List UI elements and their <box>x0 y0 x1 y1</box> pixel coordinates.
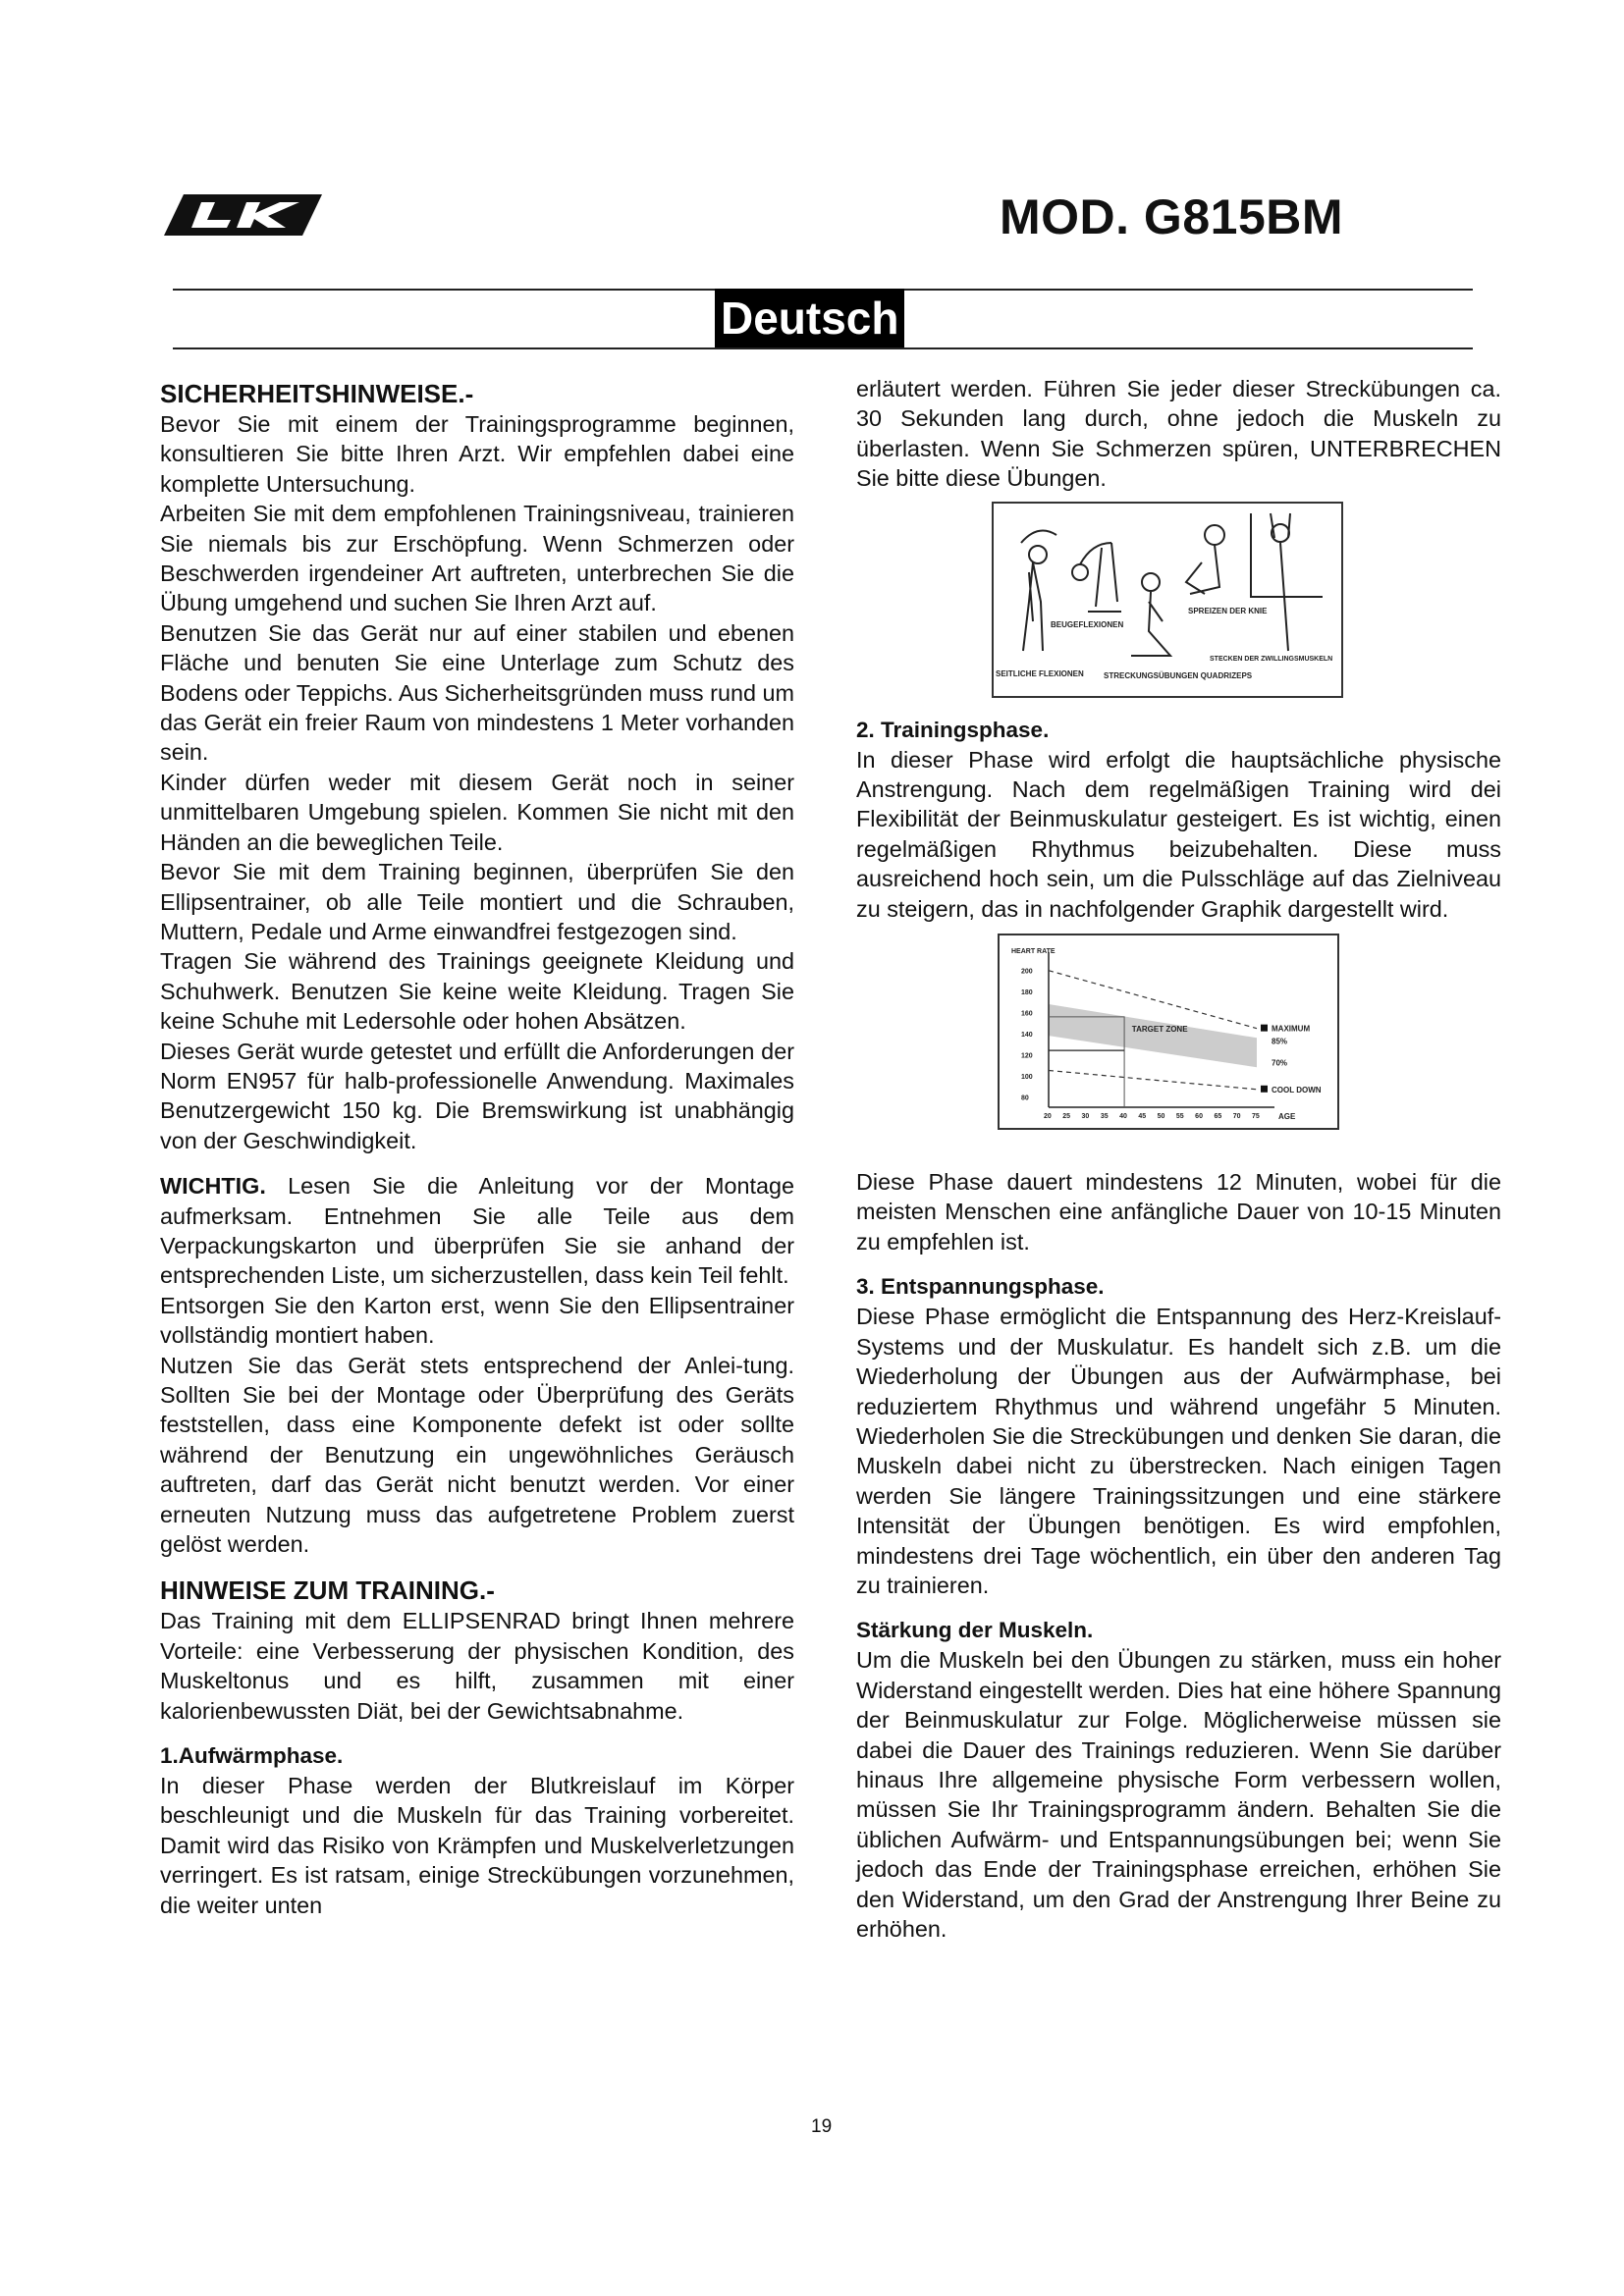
phase2-heading: 2. Trainingsphase. <box>856 717 1050 742</box>
label-side-flexion: SEITLICHE FLEXIONEN <box>996 668 1084 678</box>
safety-heading: SICHERHEITSHINWEISE.- <box>160 379 474 408</box>
x-tick-label: 35 <box>1100 1113 1109 1121</box>
y-tick-label: 160 <box>1021 1010 1033 1018</box>
label-knee-spread: SPREIZEN DER KNIE <box>1188 606 1268 615</box>
legend-label: MAXIMUM <box>1272 1024 1311 1034</box>
stretch-illustration <box>994 504 1341 696</box>
y-tick-label: 140 <box>1021 1032 1033 1040</box>
legend-marker <box>1261 1025 1268 1032</box>
label-calf-stretch: STECKEN DER ZWILLINGSMUSKELN <box>1210 655 1333 663</box>
paragraph: Das Training mit dem ELLIPSENRAD bringt Ihnen mehrere Vorteile: eine Verbesserung der physischen Kondition, des Muskeltonus und es hilft, zusammen mit einer kalorienbewussten Diät, bei der Gewichtsabnahme. <box>160 1608 794 1724</box>
paragraph: Um die Muskeln bei den Übungen zu stärken, muss ein hoher Widerstand eingestellt werden. Dies hat eine höhere Spannung der Beinmuskulatur zur Folge. Möglicherweise müssen sie dabei die Dauer des Trainings reduzieren. Wenn Sie darüber hinaus Ihre allgemeine physische Form verbessern wollen, müssen Sie Ihr Trainingsprogramm ändern. Behalten Sie die üblichen Aufwärm- und Entspannungsübungen bei; wenn Sie jedoch das Ende der Trainingsphase erreichen, erhöhen Sie den Widerstand, um den Grad der Anstrengung Ihrer Beine zu erhöhen. <box>856 1647 1501 1942</box>
legend-label: COOL DOWN <box>1272 1085 1322 1095</box>
x-tick-label: 75 <box>1252 1113 1260 1121</box>
x-tick-label: 55 <box>1175 1113 1184 1121</box>
warmup-heading: 1.Aufwärmphase. <box>160 1743 344 1769</box>
strength-heading: Stärkung der Muskeln. <box>856 1618 1094 1643</box>
legend-marker <box>1261 1086 1268 1093</box>
x-tick-label: 20 <box>1044 1113 1052 1121</box>
y-tick-label: 120 <box>1021 1052 1033 1060</box>
stretching-exercises-figure <box>992 502 1343 698</box>
x-tick-label: 65 <box>1214 1113 1222 1121</box>
heart-rate-chart <box>998 934 1339 1130</box>
paragraph: Dieses Gerät wurde getestet und erfüllt die Anforderungen der Norm EN957 für halb-professionelle Anwendung. Maximales Benutzergewicht 150 kg. Die Bremswirkung ist unabhängig von der Geschwindigkeit. <box>160 1038 794 1153</box>
paragraph: In dieser Phase wird erfolgt die hauptsächliche physische Anstrengung. Nach dem regelmäßigen Training wird dei Flexibilität der Beinmuskulatur gesteigert. Es ist wichtig, einen regelmäßigen Rhythmus beizubehalten. Diese muss ausreichend hoch sein, um die Pulsschläge auf das Zielniveau zu steigern, das in nachfolgender Graphik dargestellt wird. <box>856 746 1501 922</box>
paragraph: In dieser Phase werden der Blutkreislauf im Körper beschleunigt und die Muskeln für das Training vorbereitet. Damit wird das Risiko von Krämpfen und Muskelverletzungen verringert. Es ist ratsam, einige Streckübungen vorzunehmen, die weiter unten <box>160 1773 794 1918</box>
y-axis-label: HEART RATE <box>1011 948 1056 956</box>
paragraph: Benutzen Sie das Gerät nur auf einer stabilen und ebenen Fläche und benuten Sie eine Unterlage zum Schutz des Bodens oder Teppichs. Aus Sicherheitsgründen muss rund um das Gerät ein freier Raum von mindestens 1 Meter vorhanden sein. <box>160 619 794 766</box>
y-tick-label: 180 <box>1021 989 1033 997</box>
lk-logo <box>162 192 324 238</box>
y-tick-label: 100 <box>1021 1073 1033 1081</box>
paragraph: Diese Phase dauert mindestens 12 Minuten, wobei für die meisten Menschen eine anfängliche Dauer von 10-15 Minuten zu empfehlen ist. <box>856 1169 1501 1255</box>
left-column <box>160 378 794 1920</box>
header-rule-bottom <box>173 347 1473 349</box>
right-column <box>856 374 1501 1944</box>
paragraph: Bevor Sie mit dem Training beginnen, überprüfen Sie den Ellipsentrainer, ob alle Teile montiert und die Schrauben, Muttern, Pedale und Arme einwandfrei festgezogen sind. <box>160 859 794 944</box>
x-axis-label: AGE <box>1278 1112 1296 1122</box>
y-tick-label: 200 <box>1021 968 1033 976</box>
important-label: WICHTIG. <box>160 1173 266 1200</box>
paragraph: Nutzen Sie das Gerät stets entsprechend der Anlei-tung. Sollten Sie bei der Montage oder Überprüfung des Geräts feststellen, dass eine Komponente defekt ist oder sollte während der Benutzung ein ungewöhnliches Geräusch auftreten, darf das Gerät nicht benutzt werden. Vor einer erneuten Nutzung muss das aufgetretene Problem zuerst gelöst werden. <box>160 1352 794 1558</box>
phase3-heading: 3. Entspannungsphase. <box>856 1274 1105 1300</box>
band-label-70: 70% <box>1272 1058 1288 1068</box>
y-tick-label: 80 <box>1021 1095 1029 1102</box>
x-tick-label: 25 <box>1062 1113 1071 1121</box>
paragraph: Tragen Sie während des Trainings geeignete Kleidung und Schuhwerk. Benutzen Sie keine weite Kleidung. Tragen Sie keine Schuhe mit Ledersohle oder hohen Absätzen. <box>160 948 794 1035</box>
x-tick-label: 70 <box>1232 1113 1241 1121</box>
model-title: MOD. G815BM <box>1000 189 1344 244</box>
training-heading: HINWEISE ZUM TRAINING.- <box>160 1575 495 1606</box>
x-tick-label: 50 <box>1157 1113 1165 1121</box>
page-number: 19 <box>811 2116 833 2137</box>
x-tick-label: 30 <box>1081 1113 1090 1121</box>
label-bend-flexion: BEUGEFLEXIONEN <box>1051 619 1124 629</box>
paragraph: Arbeiten Sie mit dem empfohlenen Trainingsniveau, trainieren Sie niemals bis zur Erschöpfung. Wenn Schmerzen oder Beschwerden irgendeiner Art auftreten, unterbrechen Sie die Übung umgehend und suchen Sie Ihren Arzt auf. <box>160 501 794 616</box>
target-zone-band <box>1049 1004 1257 1067</box>
important-paragraph <box>160 1171 794 1291</box>
paragraph: Entsorgen Sie den Karton erst, wenn Sie den Ellipsentrainer vollständig montiert haben. <box>160 1292 794 1349</box>
paragraph: Kinder dürfen weder mit diesem Gerät noch in seiner unmittelbaren Umgebung spielen. Kommen Sie nicht mit den Händen an die beweglichen Teile. <box>160 769 794 855</box>
important-text: Lesen Sie die Anleitung vor der Montage aufmerksam. Entnehmen Sie alle Teile aus dem Verpackungskarton und überprüfen Sie sie anhand der entsprechenden Liste, um sicherzustellen, dass kein Teil fehlt. <box>160 1173 794 1289</box>
label-quad-stretch: STRECKUNGSÜBUNGEN QUADRIZEPS <box>1104 670 1253 680</box>
paragraph: Bevor Sie mit einem der Trainingsprogramme beginnen, konsultieren Sie bitte Ihren Arzt. Wir empfehlen dabei eine komplette Untersuchung. <box>160 411 794 497</box>
x-tick-label: 60 <box>1195 1113 1203 1121</box>
x-tick-label: 40 <box>1119 1113 1127 1121</box>
target-zone-label: TARGET ZONE <box>1131 1024 1188 1034</box>
band-label-85: 85% <box>1272 1037 1288 1046</box>
series-line-cool-down <box>1049 1071 1257 1090</box>
x-tick-label: 45 <box>1138 1113 1147 1121</box>
heart-rate-chart-svg <box>1000 935 1337 1128</box>
language-label: Deutsch <box>715 289 904 347</box>
paragraph: Diese Phase ermöglicht die Entspannung des Herz-Kreislauf-Systems und der Muskulatur. Es handelt sich z.B. um die Wiederholung der Übungen aus der Aufwärmphase, bei reduziertem Rhythmus und während ungefähr 5 Minuten. Wiederholen Sie die Streckübungen und denken Sie daran, die Muskeln dabei nicht zu überstrecken. Nach einigen Tagen werden Sie längere Trainingssitzungen und eine stärkere Intensität der Übungen benötigen. Es wird empfohlen, mindestens drei Tage wöchentlich, ein über den anderen Tag zu trainieren. <box>856 1304 1501 1598</box>
paragraph: erläutert werden. Führen Sie jeder dieser Streckübungen ca. 30 Sekunden lang durch, ohne jedoch die Muskeln zu überlasten. Wenn Sie Schmerzen spüren, UNTERBRECHEN Sie bitte diese Übungen. <box>856 376 1501 492</box>
